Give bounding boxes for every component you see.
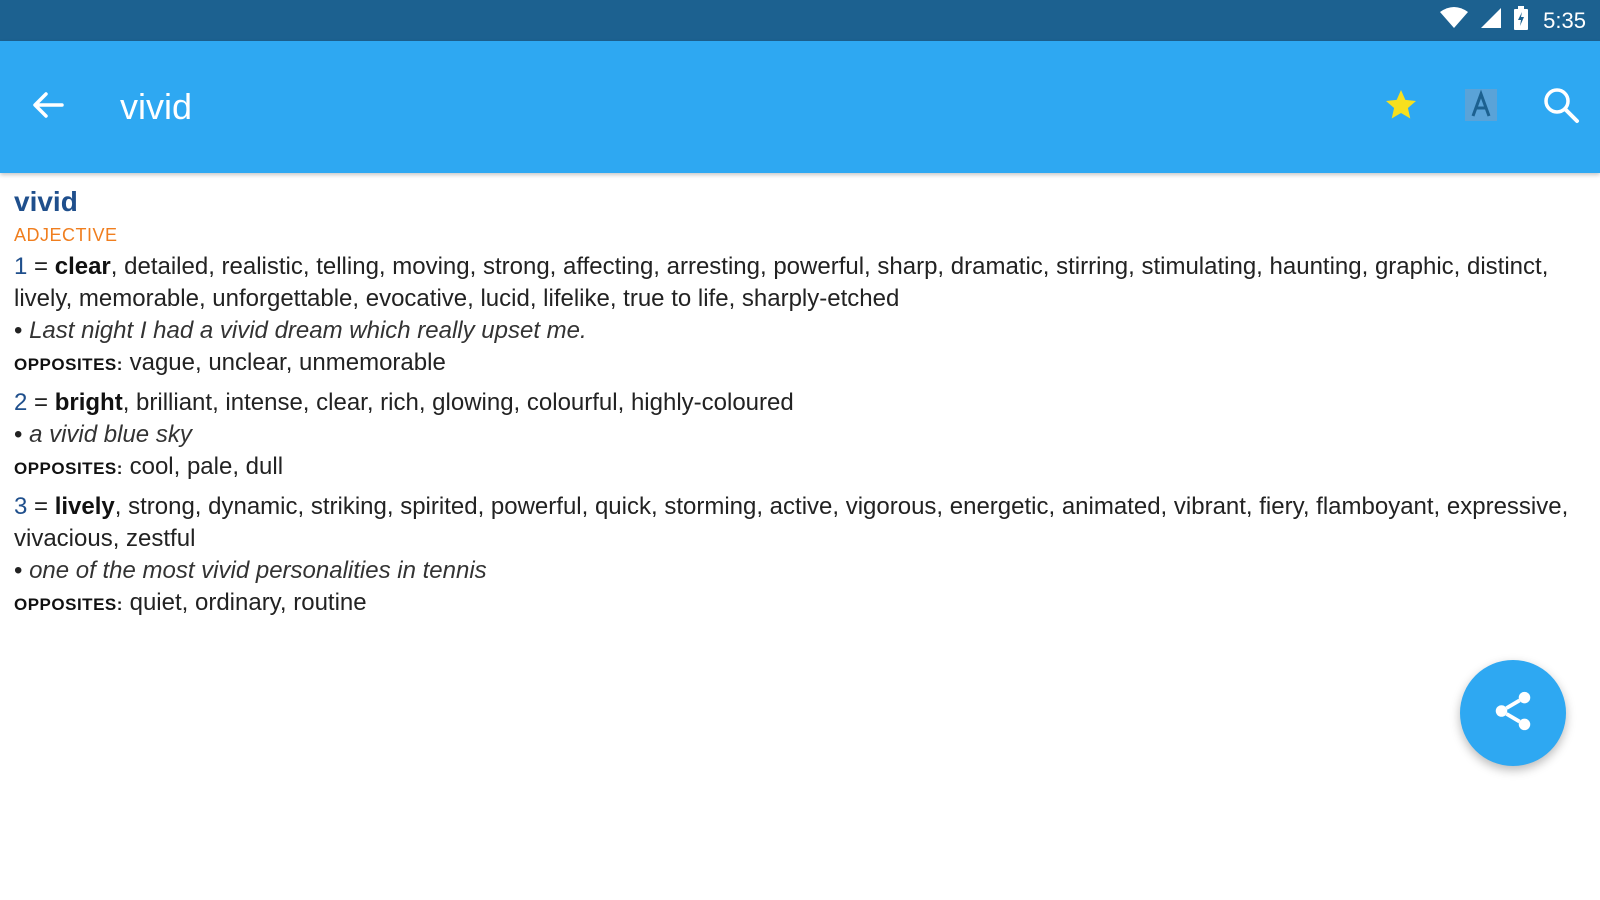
back-button[interactable] bbox=[22, 81, 74, 133]
sense-opposites bbox=[14, 587, 1586, 621]
example-text: Last night I had a vivid dream which really upset me. bbox=[29, 317, 587, 344]
app-bar bbox=[0, 41, 1600, 173]
entry-content bbox=[14, 185, 1586, 627]
share-button[interactable] bbox=[1460, 660, 1566, 766]
part-of-speech: ADJECTIVE bbox=[14, 225, 118, 245]
sense bbox=[14, 387, 1586, 485]
sense-example: • Last night I had a vivid dream which really upset me. bbox=[14, 317, 587, 344]
opposites-list: cool, pale, dull bbox=[129, 453, 284, 480]
sense-opposites bbox=[14, 451, 1586, 485]
sense-example: • a vivid blue sky bbox=[14, 421, 192, 448]
sense-key-word[interactable]: bright bbox=[54, 389, 123, 416]
font-size-button[interactable] bbox=[1455, 81, 1507, 133]
sense-equals: = bbox=[34, 389, 49, 416]
example-text: a vivid blue sky bbox=[29, 421, 192, 448]
sense-definition bbox=[14, 251, 1586, 315]
opposites-label: OPPOSITES: bbox=[14, 355, 123, 374]
opposites-list: vague, unclear, unmemorable bbox=[129, 349, 446, 376]
status-bar bbox=[0, 0, 1600, 41]
sense-opposites bbox=[14, 347, 1586, 381]
search-icon bbox=[1541, 85, 1581, 130]
sense-example: • one of the most vivid personalities in tennis bbox=[14, 557, 487, 584]
share-icon bbox=[1490, 688, 1536, 739]
sense-number: 3 bbox=[14, 493, 28, 520]
example-text: one of the most vivid personalities in tennis bbox=[29, 557, 487, 584]
battery-icon bbox=[1513, 6, 1529, 35]
sense-synonyms: , strong, dynamic, striking, spirited, powerful, quick, storming, active, vigorous, energetic, animated, vibrant, fiery, flamboyant, expressive, vivacious, zestful bbox=[14, 493, 1569, 552]
status-icons bbox=[1439, 0, 1586, 41]
sense-key-word[interactable]: lively bbox=[54, 493, 115, 520]
sense-key-word[interactable]: clear bbox=[54, 253, 111, 280]
sense bbox=[14, 491, 1586, 621]
sense-equals: = bbox=[34, 493, 49, 520]
sense-number: 1 bbox=[14, 253, 28, 280]
sense-number: 2 bbox=[14, 389, 28, 416]
sense-definition bbox=[14, 387, 1586, 419]
sense-synonyms: , detailed, realistic, telling, moving, strong, affecting, arresting, powerful, sharp, dramatic, stirring, stimulating, haunting, graphic, distinct, lively, memorable, unforgettable, evocative, lucid, lifelike, true to life, sharply-etched bbox=[14, 253, 1549, 312]
opposites-label: OPPOSITES: bbox=[14, 595, 123, 614]
sense-equals: = bbox=[34, 253, 49, 280]
headword: vivid bbox=[14, 186, 78, 217]
favorite-button[interactable] bbox=[1375, 81, 1427, 133]
status-time: 5:35 bbox=[1543, 7, 1586, 33]
star-icon bbox=[1383, 87, 1419, 128]
arrow-back-icon bbox=[30, 87, 66, 128]
opposites-list: quiet, ordinary, routine bbox=[129, 589, 367, 616]
sense-synonyms: , brilliant, intense, clear, rich, glowing, colourful, highly-coloured bbox=[122, 389, 794, 416]
sense-definition bbox=[14, 491, 1586, 555]
search-button[interactable] bbox=[1535, 81, 1587, 133]
cellular-signal-icon bbox=[1479, 6, 1503, 35]
app-bar-title: vivid bbox=[120, 86, 193, 127]
wifi-icon bbox=[1439, 6, 1469, 35]
opposites-label: OPPOSITES: bbox=[14, 459, 123, 478]
font-size-icon bbox=[1464, 88, 1498, 127]
sense bbox=[14, 251, 1586, 381]
